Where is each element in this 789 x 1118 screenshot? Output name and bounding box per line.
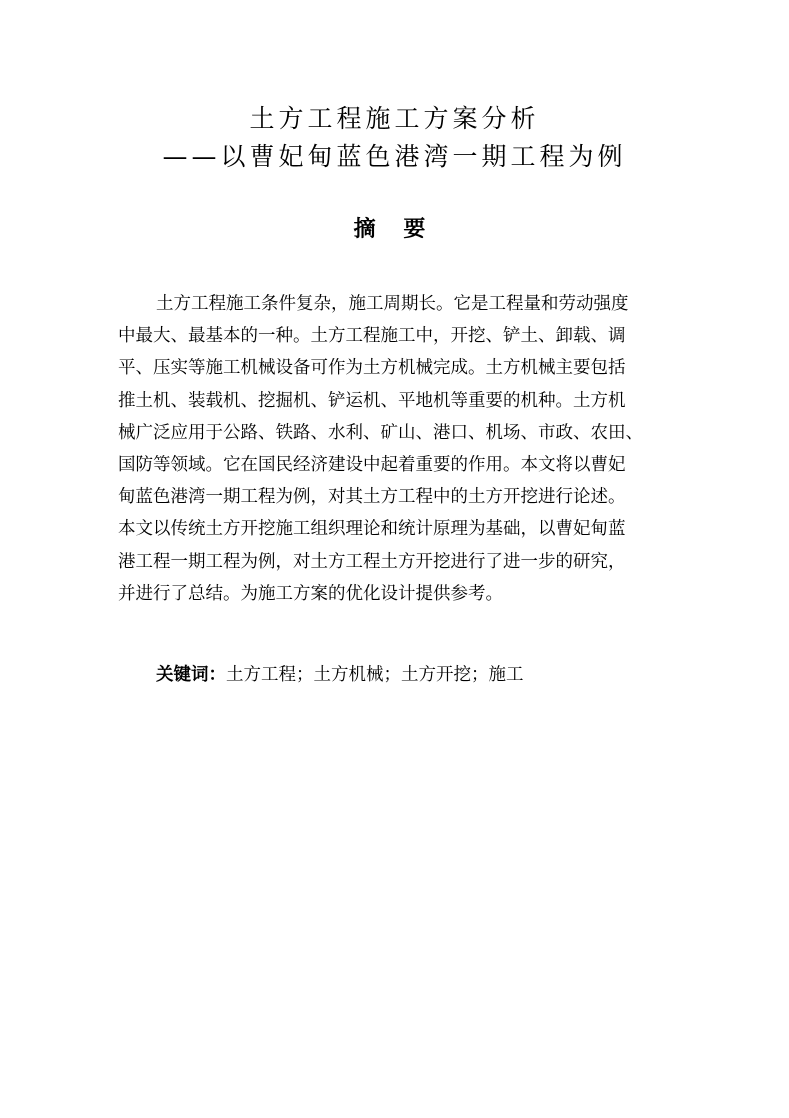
abstract-line: 械广泛应用于公路、铁路、水利、矿山、港口、机场、市政、农田、: [118, 422, 643, 443]
abstract-line: 本文以传统土方开挖施工组织理论和统计原理为基础，以曹妃甸蓝: [118, 519, 626, 540]
abstract-line: 国防等领域。它在国民经济建设中起着重要的作用。本文将以曹妃: [118, 455, 626, 476]
abstract-line: 并进行了总结。为施工方案的优化设计提供参考。: [118, 583, 503, 604]
abstract-line: 甸蓝色港湾一期工程为例，对其土方工程中的土方开挖进行论述。: [118, 487, 626, 508]
abstract-line: 平、压实等施工机械设备可作为土方机械完成。土方机械主要包括: [118, 358, 626, 379]
abstract-line: 中最大、最基本的一种。土方工程施工中，开挖、铲土、卸载、调: [118, 326, 626, 347]
keywords-label: 关键词：: [156, 665, 226, 685]
abstract-line: 港工程一期工程为例，对土方工程土方开挖进行了进一步的研究，: [118, 551, 626, 572]
abstract-heading: 摘 要: [353, 217, 436, 242]
abstract-line: 推土机、装载机、挖掘机、铲运机、平地机等重要的机种。土方机: [118, 390, 626, 411]
document-title: [0, 100, 789, 176]
keywords: [156, 659, 524, 691]
title-main: 土方工程施工方案分析: [249, 104, 540, 133]
abstract-line: 土方工程施工条件复杂，施工周期长。它是工程量和劳动强度: [156, 294, 629, 314]
abstract-body: [118, 288, 666, 610]
keywords-value: 土方工程；土方机械；土方开挖；施工: [226, 665, 524, 685]
title-subtitle: ——以曹妃甸蓝色港湾一期工程为例: [162, 142, 627, 171]
